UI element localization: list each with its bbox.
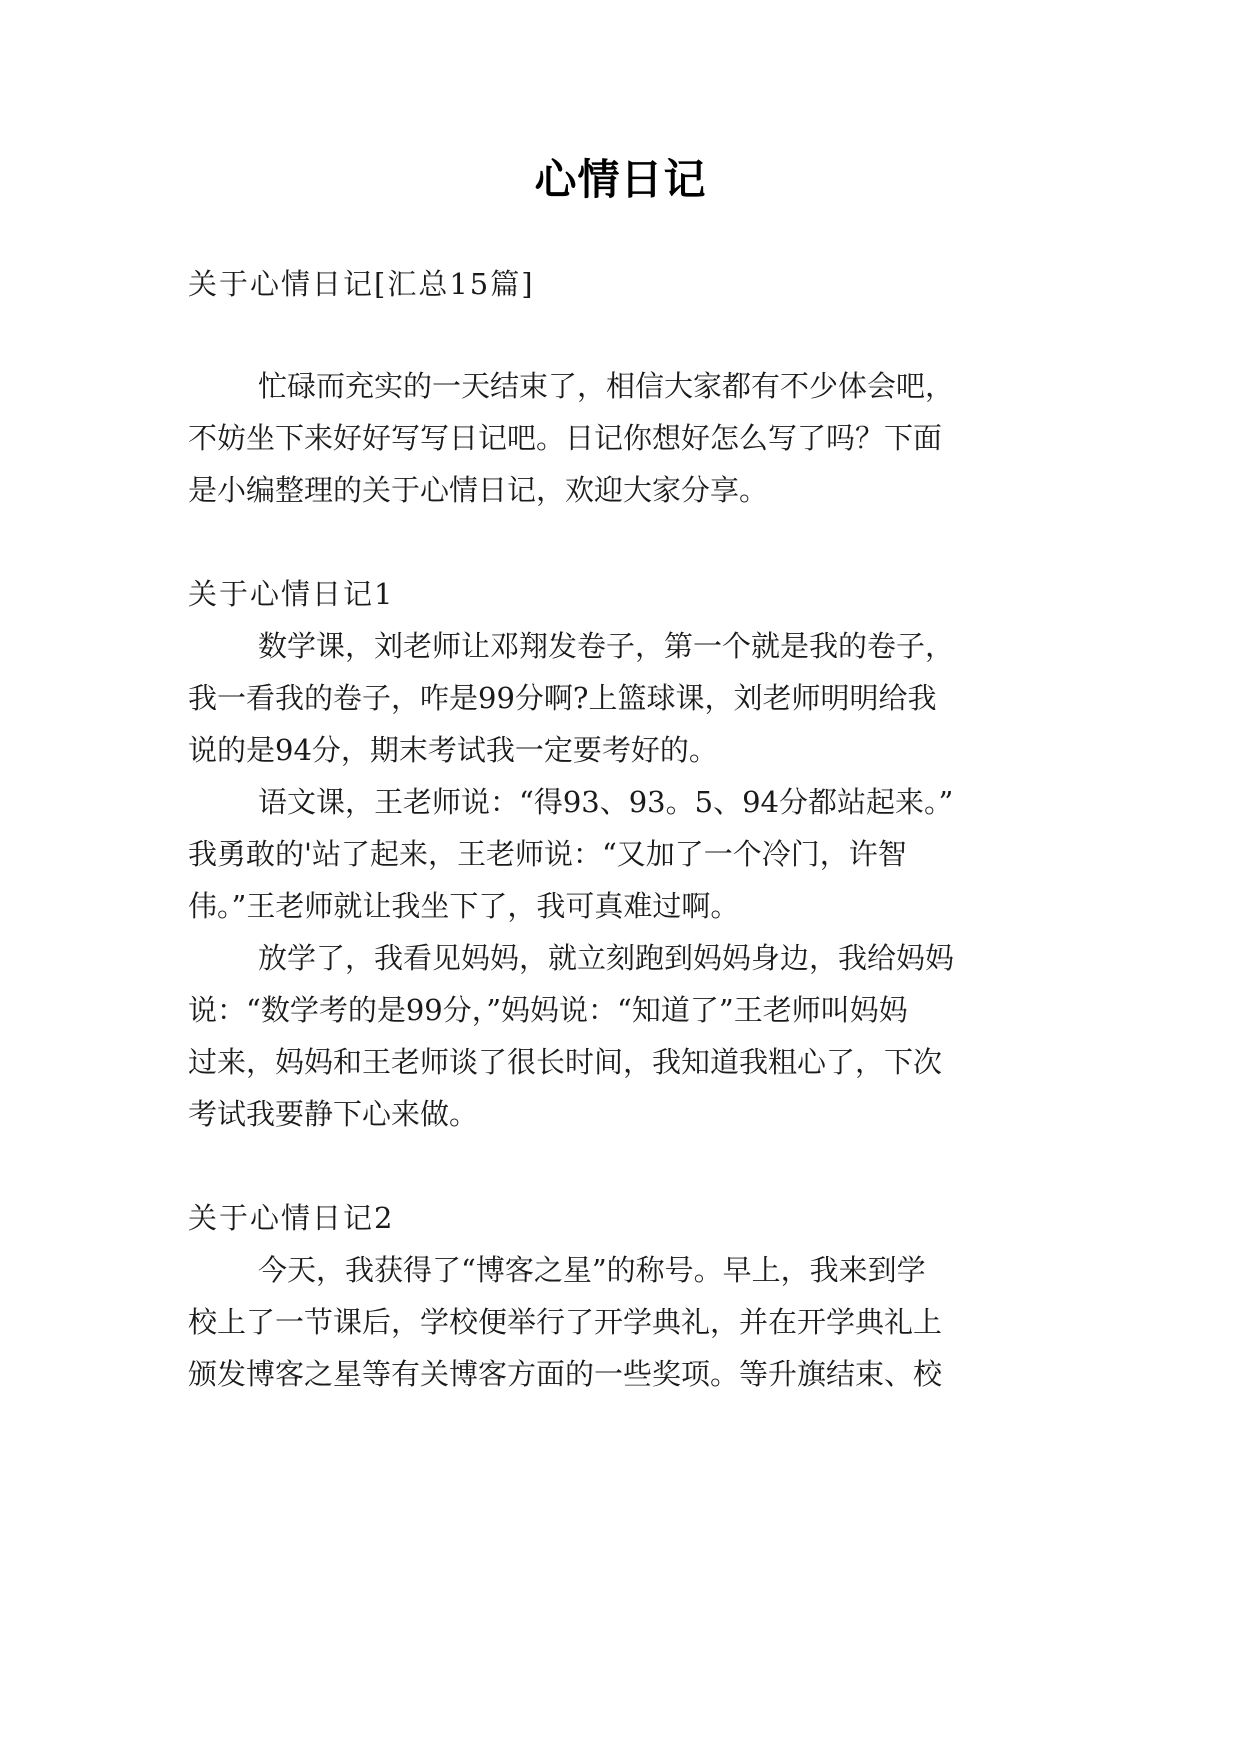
intro-line: 不妨坐下来好好写写日记吧。日记你想好怎么写了吗？下面 <box>188 421 943 455</box>
section-heading: 关于心情日记2 <box>188 1201 395 1235</box>
paragraph-line: 语文课，王老师说：“得93、93。5、94分都站起来。” <box>258 785 954 819</box>
paragraph-line: 数学课，刘老师让邓翔发卷子，第一个就是我的卷子， <box>258 629 955 663</box>
paragraph-line: 说的是94分，期末考试我一定要考好的。 <box>188 733 718 767</box>
paragraph-line: 放学了，我看见妈妈，就立刻跑到妈妈身边，我给妈妈 <box>258 941 955 975</box>
paragraph-line: 颁发博客之星等有关博客方面的一些奖项。等升旗结束、校 <box>188 1357 943 1391</box>
intro-line: 是小编整理的关于心情日记，欢迎大家分享。 <box>188 473 769 507</box>
paragraph-line: 校上了一节课后，学校便举行了开学典礼，并在开学典礼上 <box>188 1305 943 1339</box>
paragraph-line: 我一看我的卷子，咋是99分啊?上篮球课，刘老师明明给我 <box>188 681 937 715</box>
paragraph-line: 今天，我获得了“博客之星”的称号。早上，我来到学 <box>258 1253 926 1287</box>
paragraph-line: 说：“数学考的是99分，”妈妈说：“知道了”王老师叫妈妈 <box>188 993 908 1027</box>
paragraph-line: 过来，妈妈和王老师谈了很长时间，我知道我粗心了，下次 <box>188 1045 943 1079</box>
document-subtitle: 关于心情日记[汇总15篇] <box>188 267 535 301</box>
section-heading: 关于心情日记1 <box>188 577 395 611</box>
paragraph-line: 考试我要静下心来做。 <box>188 1097 479 1131</box>
intro-line: 忙碌而充实的一天结束了，相信大家都有不少体会吧， <box>258 369 955 403</box>
paragraph-line: 我勇敢的'站了起来，王老师说：“又加了一个冷门，许智 <box>188 837 907 871</box>
paragraph-line: 伟。”王老师就让我坐下了，我可真难过啊。 <box>188 889 740 923</box>
document-title: 心情日记 <box>534 155 707 204</box>
